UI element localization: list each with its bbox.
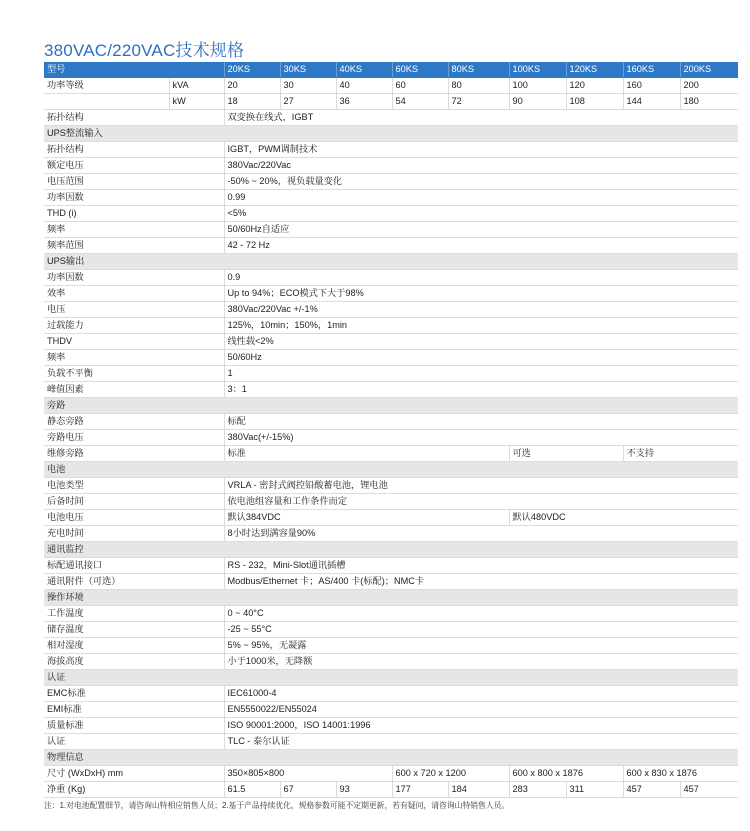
row-label: 频率 bbox=[44, 222, 224, 238]
section-title: 操作环境 bbox=[44, 590, 738, 606]
table-row bbox=[44, 94, 738, 110]
row-label: 功率因数 bbox=[44, 270, 224, 286]
row-label: THDV bbox=[44, 334, 224, 350]
table-row bbox=[44, 78, 738, 94]
row-label: 额定电压 bbox=[44, 158, 224, 174]
row-label: 功率因数 bbox=[44, 190, 224, 206]
model-header: 40KS bbox=[336, 62, 392, 78]
value-cell: 457 bbox=[680, 782, 738, 798]
row-label: 拓扑结构 bbox=[44, 110, 224, 126]
value-cell: 61.5 bbox=[224, 782, 280, 798]
table-row bbox=[44, 430, 738, 446]
section-header bbox=[44, 398, 738, 414]
row-label: 认证 bbox=[44, 734, 224, 750]
value-cell: 184 bbox=[448, 782, 509, 798]
row-label bbox=[44, 94, 169, 110]
row-value: 600 x 720 x 1200 bbox=[392, 766, 509, 782]
row-label: 旁路电压 bbox=[44, 430, 224, 446]
row-label: 峰值因素 bbox=[44, 382, 224, 398]
row-value: 42 - 72 Hz bbox=[224, 238, 738, 254]
row-value: 默认480VDC bbox=[509, 510, 738, 526]
footnote: 注：1.对电池配置细节，请咨询山特相应销售人员；2.基于产品持续优化，规格参数可能不定期更新，若有疑问，请咨询山特销售人员。 bbox=[44, 801, 510, 810]
row-label: 尺寸 (WxDxH) mm bbox=[44, 766, 224, 782]
table-row bbox=[44, 206, 738, 222]
row-label: 净重 (Kg) bbox=[44, 782, 224, 798]
row-label: 频率 bbox=[44, 350, 224, 366]
model-header: 160KS bbox=[623, 62, 680, 78]
row-value: IEC61000-4 bbox=[224, 686, 738, 702]
value-cell: 67 bbox=[280, 782, 336, 798]
row-label: EMC标准 bbox=[44, 686, 224, 702]
row-label: EMI标准 bbox=[44, 702, 224, 718]
row-value: 0 ~ 40°C bbox=[224, 606, 738, 622]
table-row bbox=[44, 734, 738, 750]
section-header bbox=[44, 590, 738, 606]
table-row bbox=[44, 350, 738, 366]
model-header: 120KS bbox=[566, 62, 623, 78]
table-row bbox=[44, 270, 738, 286]
row-value: 8小时达到满容量90% bbox=[224, 526, 738, 542]
section-title: 旁路 bbox=[44, 398, 738, 414]
table-row bbox=[44, 110, 738, 126]
row-label: 负载不平衡 bbox=[44, 366, 224, 382]
spec-table bbox=[44, 62, 738, 798]
row-value: Up to 94%；ECO模式下大于98% bbox=[224, 286, 738, 302]
table-row bbox=[44, 622, 738, 638]
row-value: VRLA - 密封式阀控铅酸蓄电池，锂电池 bbox=[224, 478, 738, 494]
row-label: 标配通讯接口 bbox=[44, 558, 224, 574]
row-label: 电压 bbox=[44, 302, 224, 318]
row-label: 电池类型 bbox=[44, 478, 224, 494]
row-value: 标配 bbox=[224, 414, 738, 430]
row-value: <5% bbox=[224, 206, 738, 222]
row-label: 静态旁路 bbox=[44, 414, 224, 430]
row-value: 380Vac/220Vac +/-1% bbox=[224, 302, 738, 318]
row-value: 0.9 bbox=[224, 270, 738, 286]
row-value: 小于1000米，无降额 bbox=[224, 654, 738, 670]
table-row bbox=[44, 222, 738, 238]
row-value: 不支持 bbox=[623, 446, 738, 462]
value-cell: 120 bbox=[566, 78, 623, 94]
value-cell: 93 bbox=[336, 782, 392, 798]
section-header bbox=[44, 750, 738, 766]
value-cell: 283 bbox=[509, 782, 566, 798]
row-value: 5% ~ 95%，无凝露 bbox=[224, 638, 738, 654]
row-label: 储存温度 bbox=[44, 622, 224, 638]
value-cell: 80 bbox=[448, 78, 509, 94]
row-value: 线性载<2% bbox=[224, 334, 738, 350]
value-cell: 54 bbox=[392, 94, 448, 110]
section-header bbox=[44, 254, 738, 270]
row-label: 过载能力 bbox=[44, 318, 224, 334]
section-title: UPS输出 bbox=[44, 254, 738, 270]
row-value: IGBT，PWM调制技术 bbox=[224, 142, 738, 158]
value-cell: 311 bbox=[566, 782, 623, 798]
row-label: 海拔高度 bbox=[44, 654, 224, 670]
value-cell: 144 bbox=[623, 94, 680, 110]
row-value: 可选 bbox=[509, 446, 623, 462]
section-header bbox=[44, 126, 738, 142]
value-cell: 457 bbox=[623, 782, 680, 798]
table-row bbox=[44, 638, 738, 654]
model-header: 200KS bbox=[680, 62, 738, 78]
table-row bbox=[44, 478, 738, 494]
row-label: 工作温度 bbox=[44, 606, 224, 622]
value-cell: 30 bbox=[280, 78, 336, 94]
table-row bbox=[44, 606, 738, 622]
value-cell: 40 bbox=[336, 78, 392, 94]
table-row bbox=[44, 686, 738, 702]
row-label: 电压范围 bbox=[44, 174, 224, 190]
section-title: 认证 bbox=[44, 670, 738, 686]
value-cell: 200 bbox=[680, 78, 738, 94]
row-label: 效率 bbox=[44, 286, 224, 302]
table-row bbox=[44, 382, 738, 398]
row-value: 3：1 bbox=[224, 382, 738, 398]
model-header: 100KS bbox=[509, 62, 566, 78]
table-row bbox=[44, 510, 738, 526]
table-row bbox=[44, 654, 738, 670]
row-label: 电池电压 bbox=[44, 510, 224, 526]
table-row bbox=[44, 366, 738, 382]
row-label: 质量标准 bbox=[44, 718, 224, 734]
section-title: 物理信息 bbox=[44, 750, 738, 766]
table-row bbox=[44, 286, 738, 302]
row-label: THD (i) bbox=[44, 206, 224, 222]
row-label: 功率等级 bbox=[44, 78, 169, 94]
row-label: 充电时间 bbox=[44, 526, 224, 542]
model-header: 60KS bbox=[392, 62, 448, 78]
table-row bbox=[44, 558, 738, 574]
table-row bbox=[44, 526, 738, 542]
table-row bbox=[44, 142, 738, 158]
table-row bbox=[44, 158, 738, 174]
row-value: 1 bbox=[224, 366, 738, 382]
row-value: 350×805×800 bbox=[224, 766, 392, 782]
value-cell: 180 bbox=[680, 94, 738, 110]
table-row bbox=[44, 334, 738, 350]
value-cell: 18 bbox=[224, 94, 280, 110]
row-label: 拓扑结构 bbox=[44, 142, 224, 158]
row-label: 后备时间 bbox=[44, 494, 224, 510]
table-row bbox=[44, 574, 738, 590]
table-row bbox=[44, 718, 738, 734]
table-row bbox=[44, 174, 738, 190]
header-label: 型号 bbox=[44, 62, 224, 78]
model-header: 30KS bbox=[280, 62, 336, 78]
row-value: 125%，10min；150%，1min bbox=[224, 318, 738, 334]
section-header bbox=[44, 670, 738, 686]
table-header-row bbox=[44, 62, 738, 78]
value-cell: 72 bbox=[448, 94, 509, 110]
table-row bbox=[44, 414, 738, 430]
row-value: 380Vac(+/-15%) bbox=[224, 430, 738, 446]
row-value: 标准 bbox=[224, 446, 509, 462]
section-header bbox=[44, 542, 738, 558]
table-row bbox=[44, 494, 738, 510]
model-header: 20KS bbox=[224, 62, 280, 78]
table-row bbox=[44, 318, 738, 334]
section-title: UPS整流输入 bbox=[44, 126, 738, 142]
row-label: 维修旁路 bbox=[44, 446, 224, 462]
table-row bbox=[44, 702, 738, 718]
value-cell: 20 bbox=[224, 78, 280, 94]
value-cell: 108 bbox=[566, 94, 623, 110]
value-cell: 100 bbox=[509, 78, 566, 94]
value-cell: 160 bbox=[623, 78, 680, 94]
model-header: 80KS bbox=[448, 62, 509, 78]
table-row bbox=[44, 190, 738, 206]
row-value: -25 ~ 55°C bbox=[224, 622, 738, 638]
table-row bbox=[44, 302, 738, 318]
unit-label: kW bbox=[169, 94, 224, 110]
section-title: 通讯监控 bbox=[44, 542, 738, 558]
row-value: Modbus/Ethernet 卡；AS/400 卡(标配)；NMC卡 bbox=[224, 574, 738, 590]
row-value: 600 x 830 x 1876 bbox=[623, 766, 738, 782]
table-row bbox=[44, 766, 738, 782]
row-value: RS - 232，Mini-Slot通讯插槽 bbox=[224, 558, 738, 574]
section-title: 电池 bbox=[44, 462, 738, 478]
row-label: 频率范围 bbox=[44, 238, 224, 254]
row-value: 依电池组容量和工作条件而定 bbox=[224, 494, 738, 510]
row-label: 通讯附件（可选） bbox=[44, 574, 224, 590]
row-value: -50% ~ 20%，视负载量变化 bbox=[224, 174, 738, 190]
row-value: 双变换在线式，IGBT bbox=[224, 110, 738, 126]
value-cell: 177 bbox=[392, 782, 448, 798]
value-cell: 90 bbox=[509, 94, 566, 110]
row-value: 0.99 bbox=[224, 190, 738, 206]
row-value: ISO 90001:2000，ISO 14001:1996 bbox=[224, 718, 738, 734]
section-header bbox=[44, 462, 738, 478]
row-value: 50/60Hz自适应 bbox=[224, 222, 738, 238]
table-row bbox=[44, 782, 738, 798]
row-value: 默认384VDC bbox=[224, 510, 509, 526]
row-value: 50/60Hz bbox=[224, 350, 738, 366]
value-cell: 27 bbox=[280, 94, 336, 110]
row-value: 380Vac/220Vac bbox=[224, 158, 738, 174]
value-cell: 60 bbox=[392, 78, 448, 94]
value-cell: 36 bbox=[336, 94, 392, 110]
row-value: EN5550022/EN55024 bbox=[224, 702, 738, 718]
row-value: 600 x 800 x 1876 bbox=[509, 766, 623, 782]
table-row bbox=[44, 238, 738, 254]
page-title: 380VAC/220VAC技术规格 bbox=[44, 41, 245, 60]
unit-label: kVA bbox=[169, 78, 224, 94]
row-label: 相对湿度 bbox=[44, 638, 224, 654]
row-value: TLC - 泰尔认证 bbox=[224, 734, 738, 750]
table-row bbox=[44, 446, 738, 462]
